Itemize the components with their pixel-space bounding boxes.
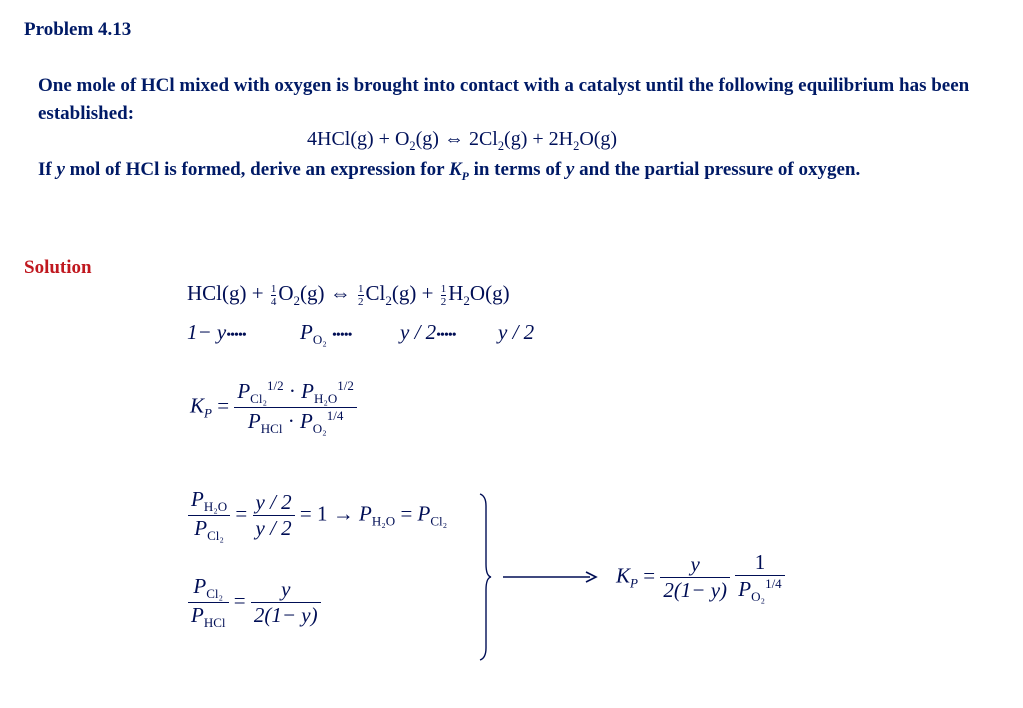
coef-num: 1 [358,282,364,295]
p-hcl: P [247,409,261,434]
right-brace-icon [478,492,492,662]
eq-plus-2: + [532,128,544,150]
final-num-2: 1 [754,550,766,574]
eq-arrow: ⇔ [443,128,464,150]
eq-o2: O [394,128,410,150]
p: P [194,516,208,541]
rxn-o2-sub: 2 [293,293,301,309]
stmt2-part: and the partial pressure of oxygen. [574,159,861,180]
stmt2-var-k: K [448,159,462,180]
kp-definition [190,378,357,437]
p-cl2-sub: Cl₂ [250,391,267,407]
coef-den: 4 [270,295,277,308]
amount-hcl [187,320,246,345]
ratio1-result: = 1 → [299,501,354,526]
ratio2-rhs-num: y [281,577,291,602]
p-h2o-exp: 1/2 [337,378,354,393]
p: P [738,577,752,601]
p-o2-sub: O₂ [312,421,327,437]
p-cl2: P [237,379,251,403]
ratio2-lhs [188,574,229,631]
amount-dots: ••••• [332,328,352,343]
amount-o2-sub: O₂ [312,332,327,348]
rxn-plus: + [421,281,434,305]
rxn-cl2-sub: 2 [385,293,392,309]
p-h2o-sub: H₂O [313,391,338,407]
eq-plus-1: + [378,128,390,150]
kp-fraction [234,378,357,437]
coef-den: 2 [440,295,447,308]
ratio1-rhs-num: y / 2 [255,490,292,515]
rxn-coef-quarter [271,283,277,308]
p-o2-exp: 1/4 [326,408,344,424]
solution-title: Solution [24,257,92,278]
ratio2-rhs [251,577,321,628]
rxn-coef-half-1 [358,283,364,308]
kp-numerator [234,378,357,407]
rxn-o2-phase: (g) [300,281,325,305]
equilibrium-equation [307,128,617,154]
amount-hcl-text: 1− y [187,320,227,344]
eq-cl2-phase: (g) [504,128,528,150]
sub-o2: O₂ [751,589,766,605]
ratio1-lhs [188,487,230,544]
rxn-h2o-b: O(g) [469,281,510,305]
ratio1-rhs-den: y / 2 [253,515,295,541]
kp-k: K [190,393,205,418]
ratio-2 [188,574,321,631]
rxn-h2o-sub: 2 [463,293,470,309]
final-k-sub: P [630,575,638,591]
sub-hcl: HCl [203,615,226,631]
p: P [417,501,431,526]
eq-h2o-a: 2H [548,128,574,150]
ratio2-lhs-den [188,602,229,631]
sub-cl2: Cl₂ [206,586,224,602]
ratio1-eq-2: = [400,501,413,526]
ratio1-lhs-num [188,487,230,515]
exp: 1/4 [765,576,782,591]
final-den-2 [735,575,784,605]
amount-cl2-text: y / 2 [400,320,437,344]
stmt2-var-k-sub: P [461,169,469,183]
stmt2-part: If [38,159,57,180]
amount-h2o-text: y / 2 [498,320,535,344]
final-den-1: 2(1− y) [660,577,730,603]
p: P [191,603,204,628]
amount-dots: ••••• [226,328,246,343]
dot: · [288,379,296,403]
final-frac-1 [660,552,730,603]
rxn-cl2-phase: (g) [391,281,417,305]
final-k: K [616,563,631,588]
sub-cl2: Cl₂ [430,513,448,529]
rxn-o2: O [278,281,294,305]
ratio2-lhs-num [188,574,229,602]
rxn-coef-half-2 [441,283,447,308]
problem-statement-2 [38,156,978,191]
eq-h2o-b: O(g) [579,128,618,150]
eq-cl2-sub: 2 [497,139,505,153]
kp-denominator [234,407,357,437]
rxn-cl2: Cl [365,281,386,305]
rxn-plus: + [251,281,264,305]
eq-cl2: 2Cl [468,128,498,150]
sub-cl2: Cl₂ [207,528,224,544]
ratio1-eq: = [235,501,248,526]
coef-num: 1 [440,282,447,295]
eq-hcl: 4HCl(g) [307,128,374,150]
sub-h2o: H₂O [203,499,228,515]
ratio1-lhs-den [188,515,230,544]
final-frac-2 [735,550,784,605]
eq-o2-phase: (g) [415,128,439,150]
p-cl2-exp: 1/2 [266,378,284,393]
sub-h2o: H₂O [371,513,396,529]
coef-num: 1 [270,282,277,295]
p-h2o: P [301,379,314,403]
rxn-hcl: HCl(g) [187,281,247,305]
problem-title: Problem 4.13 [24,19,132,40]
coef-den: 2 [358,295,364,308]
amount-h2o [498,320,534,345]
ratio2-eq: = [233,588,246,613]
stmt2-part: mol of HCl is formed, derive an expression for [64,159,449,180]
p: P [193,574,207,598]
eq-o2-sub: 2 [409,139,416,153]
stmt2-part: in terms of [468,159,566,180]
amount-o2 [300,320,352,348]
ratio-1 [188,487,447,544]
eq-h2o-sub: 2 [573,139,580,153]
p: P [359,501,372,526]
p-o2: P [299,409,313,434]
stmt2-var-y: y [56,159,65,180]
final-kp [616,550,785,605]
stmt2-var-y: y [565,159,575,180]
problem-statement-1: One mole of HCl mixed with oxygen is brought into contact with a catalyst until the following equilibrium has been established: [38,75,970,124]
solution-reaction [187,281,510,309]
dot: · [287,409,295,434]
amount-o2-p: P [300,320,313,344]
final-eq: = [643,563,656,588]
p: P [191,487,204,511]
ratio2-rhs-den: 2(1− y) [251,602,321,628]
kp-eq: = [217,393,230,418]
long-right-arrow-icon [502,570,598,584]
kp-p-sub: P [204,405,212,421]
final-num-1: y [690,552,700,577]
rxn-arrow: ⇔ [329,281,351,305]
p-hcl-sub: HCl [260,421,283,437]
ratio1-rhs [253,490,295,541]
rxn-h2o-a: H [448,281,464,305]
amount-cl2 [400,320,456,345]
amount-dots: ••••• [436,328,456,343]
